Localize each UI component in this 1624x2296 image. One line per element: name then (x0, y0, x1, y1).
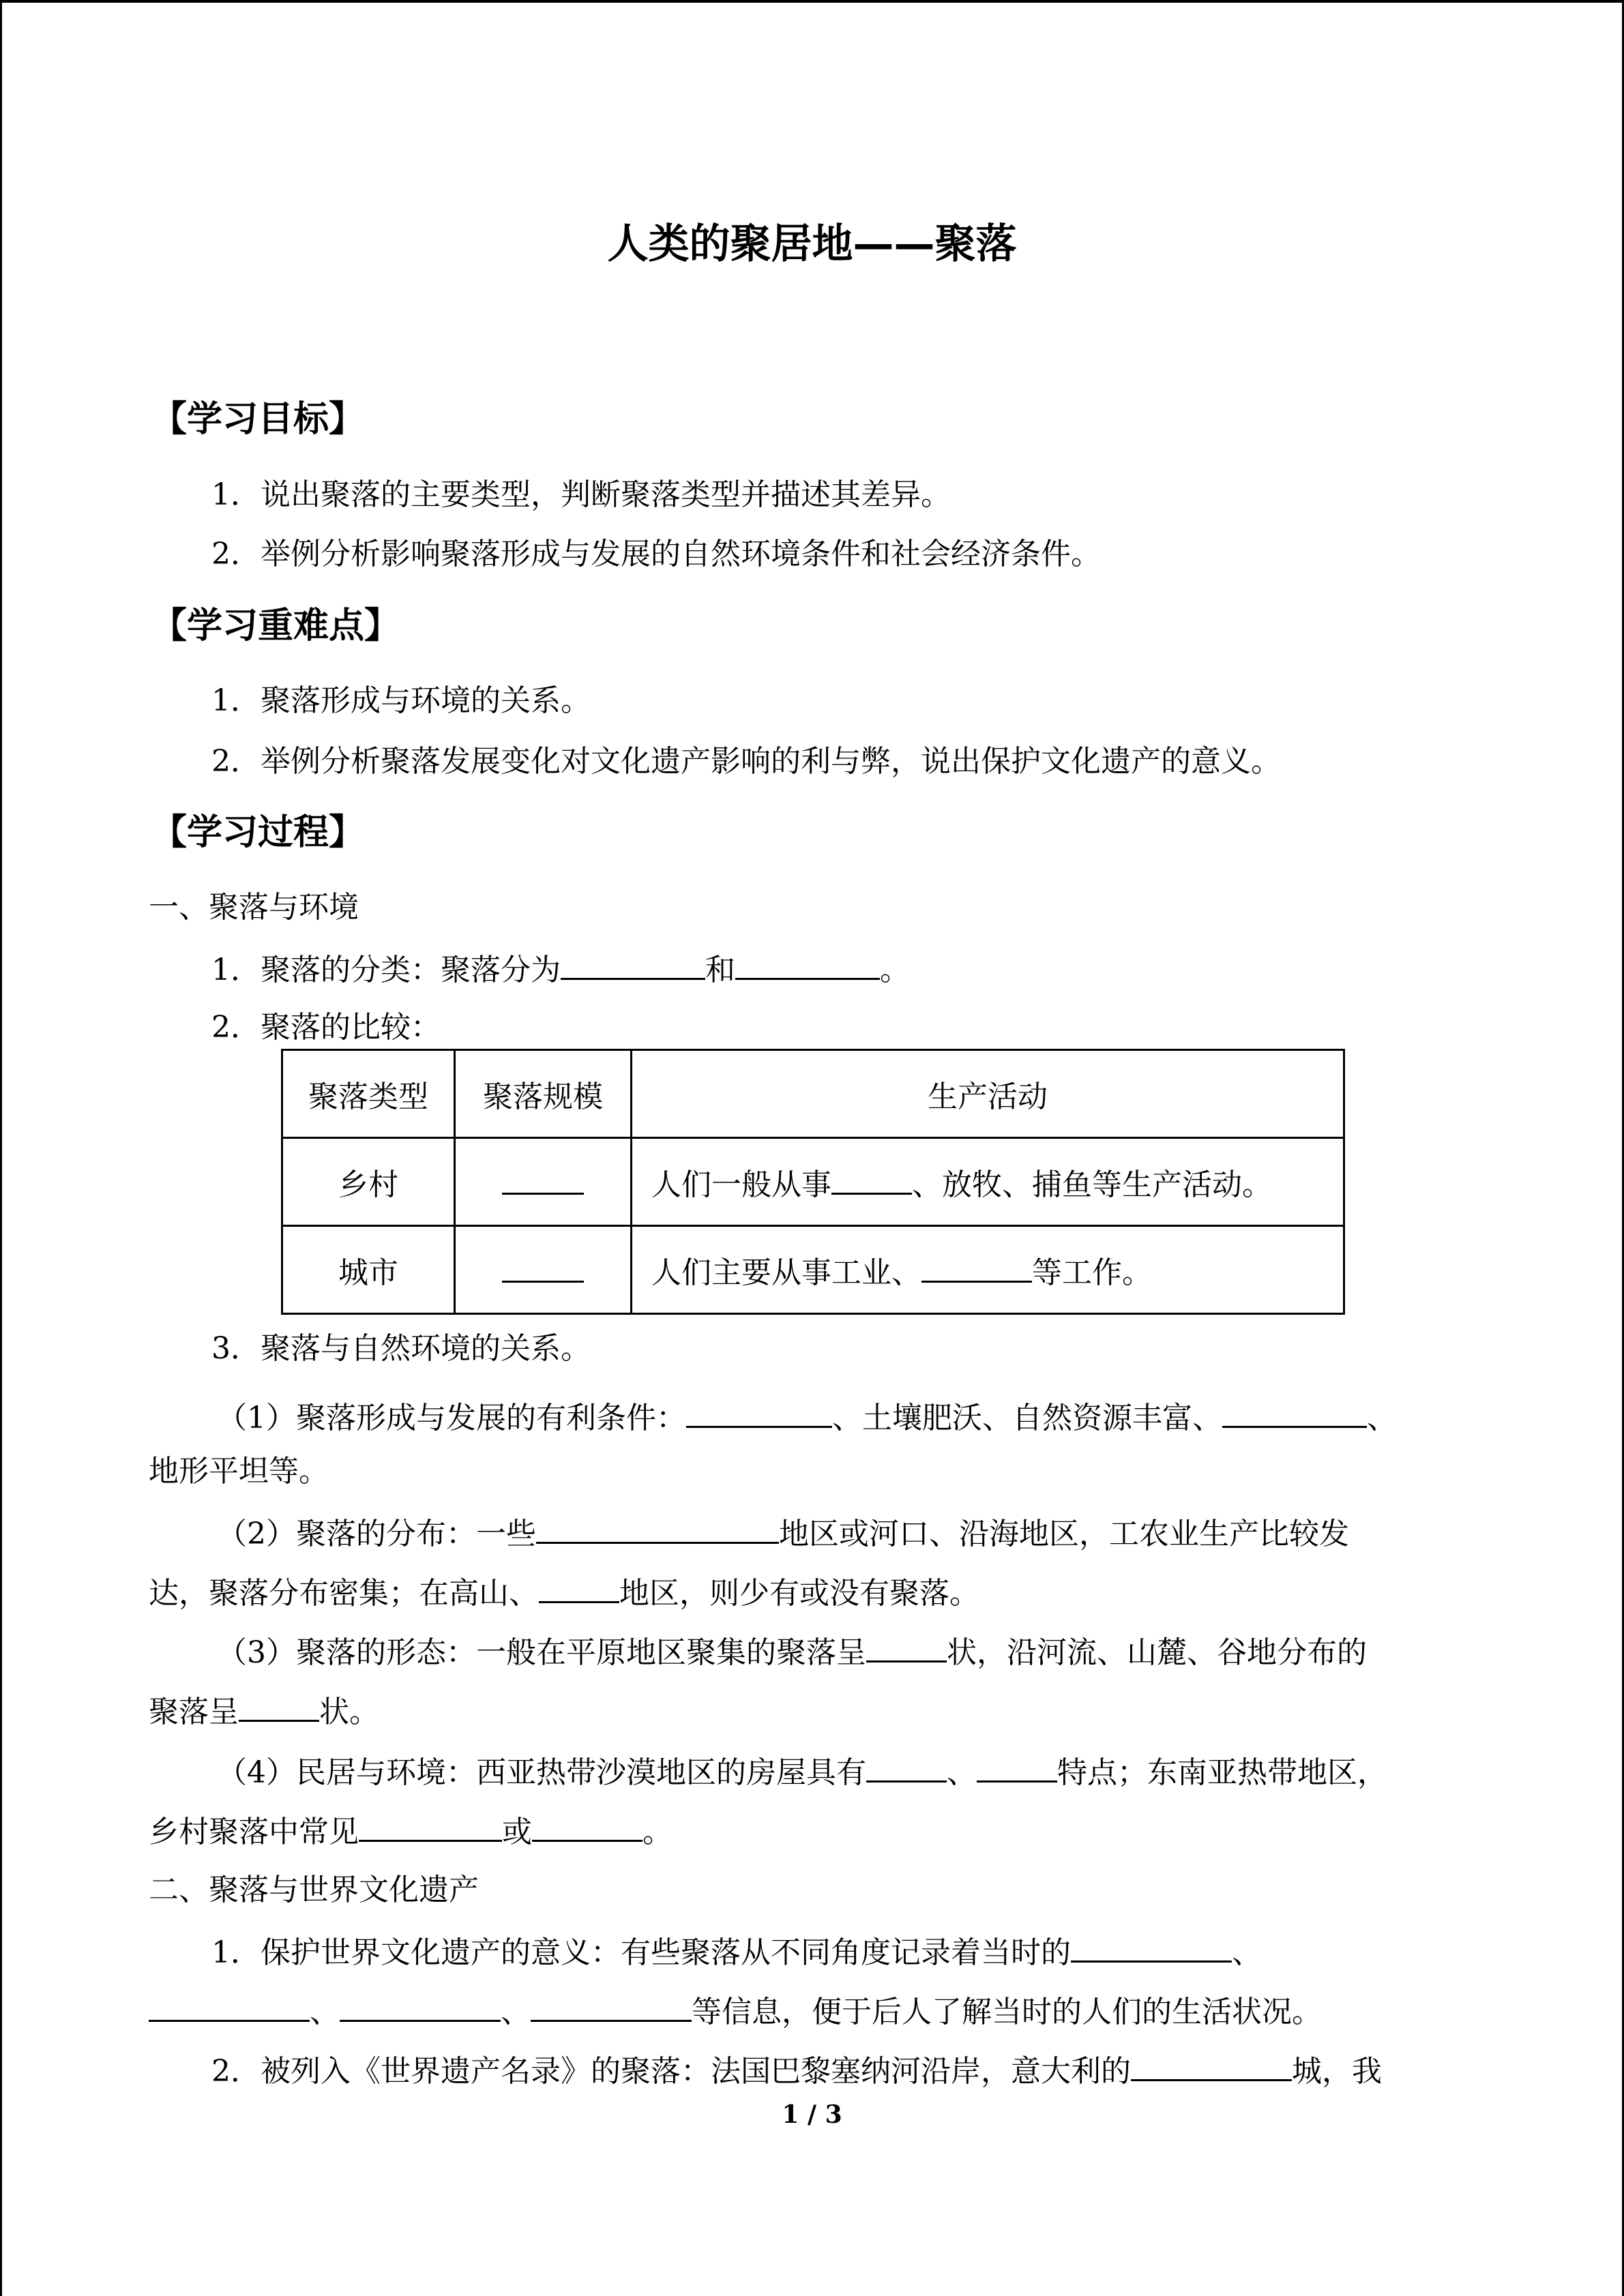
answer-blank[interactable] (1131, 2048, 1292, 2081)
sub-question-distribution: （2）聚落的分布：一些 地区或河口、沿海地区，工农业生产比较发 (217, 1510, 1349, 1555)
part1-heading: 一、聚落与环境 (149, 890, 359, 925)
page-title: 人类的聚居地——聚落 (607, 220, 1017, 268)
section-goals: 【学习目标】 (151, 399, 365, 440)
table-cell-activity: 人们主要从事工业、 等工作。 (632, 1226, 1344, 1314)
key-point-item: 1．聚落形成与环境的关系。 (211, 683, 591, 718)
question-environment: 3．聚落与自然环境的关系。 (211, 1331, 591, 1366)
answer-blank[interactable] (502, 1161, 584, 1195)
key-point-item: 2．举例分析聚落发展变化对文化遗产影响的利与弊，说出保护文化遗产的意义。 (211, 744, 1281, 779)
section-process: 【学习过程】 (151, 812, 365, 853)
answer-blank[interactable] (531, 1988, 692, 2022)
table-row (282, 1138, 1344, 1226)
sub-question-dwellings: （4）民居与环境：西亚热带沙漠地区的房屋具有 、 特点；东南亚热带地区， (217, 1749, 1387, 1793)
answer-blank[interactable] (561, 946, 705, 980)
question-heritage-continuation: 、 、 等信息，便于后人了解当时的人们的生活状况。 (149, 1988, 1322, 2033)
page-border-left (0, 0, 2, 2296)
table-row (282, 1226, 1344, 1314)
answer-blank[interactable] (831, 1161, 912, 1195)
goal-item: 1．说出聚落的主要类型，判断聚落类型并描述其差异。 (211, 477, 951, 512)
sub-question-continuation: 聚落呈 状。 (149, 1688, 379, 1733)
table-cell-type: 城市 (282, 1226, 455, 1314)
question-comparison: 2．聚落的比较： (211, 1010, 441, 1045)
answer-blank[interactable] (866, 1629, 947, 1663)
answer-blank[interactable] (502, 1249, 584, 1283)
sub-question-conditions: （1）聚落形成与发展的有利条件： 、土壤肥沃、自然资源丰富、 、 (217, 1395, 1397, 1439)
table-cell-scale (455, 1226, 632, 1314)
answer-blank[interactable] (977, 1749, 1057, 1783)
answer-blank[interactable] (1222, 1395, 1367, 1428)
answer-blank[interactable] (359, 1808, 502, 1842)
answer-blank[interactable] (735, 946, 880, 980)
answer-blank[interactable] (1071, 1929, 1232, 1963)
table-header-cell: 聚落规模 (455, 1050, 632, 1138)
section-key-points: 【学习重难点】 (151, 606, 400, 646)
answer-blank[interactable] (340, 1988, 501, 2022)
sub-question-continuation: 乡村聚落中常见 或 。 (149, 1808, 673, 1853)
answer-blank[interactable] (686, 1395, 832, 1428)
settlement-comparison-table (281, 1049, 1345, 1315)
answer-blank[interactable] (921, 1249, 1032, 1283)
question-heritage-meaning: 1．保护世界文化遗产的意义：有些聚落从不同角度记录着当时的 、 (211, 1929, 1262, 1973)
part2-heading: 二、聚落与世界文化遗产 (149, 1873, 479, 1907)
table-header-row (282, 1050, 1344, 1138)
table-header-cell: 生产活动 (632, 1050, 1344, 1138)
page-number: 1 / 3 (782, 2100, 842, 2129)
table-cell-activity: 人们一般从事 、放牧、捕鱼等生产活动。 (632, 1138, 1344, 1226)
table-header-cell: 聚落类型 (282, 1050, 455, 1138)
answer-blank[interactable] (149, 1988, 310, 2022)
answer-blank[interactable] (539, 1570, 619, 1603)
sub-question-form: （3）聚落的形态：一般在平原地区聚集的聚落呈 状，沿河流、山麓、谷地分布的 (217, 1629, 1367, 1673)
answer-blank[interactable] (536, 1510, 779, 1544)
table-cell-scale (455, 1138, 632, 1226)
page-border-top (0, 0, 1624, 3)
answer-blank[interactable] (532, 1808, 643, 1842)
table-cell-type: 乡村 (282, 1138, 455, 1226)
goal-item: 2．举例分析影响聚落形成与发展的自然环境条件和社会经济条件。 (211, 537, 1101, 571)
question-heritage-list: 2．被列入《世界遗产名录》的聚落：法国巴黎塞纳河沿岸，意大利的 城，我 (211, 2048, 1382, 2092)
sub-question-continuation: 地形平坦等。 (149, 1454, 329, 1489)
answer-blank[interactable] (239, 1688, 319, 1722)
sub-question-continuation: 达，聚落分布密集；在高山、 地区，则少有或没有聚落。 (149, 1570, 979, 1614)
answer-blank[interactable] (866, 1749, 947, 1783)
question-classification: 1．聚落的分类：聚落分为 和 。 (211, 946, 910, 991)
